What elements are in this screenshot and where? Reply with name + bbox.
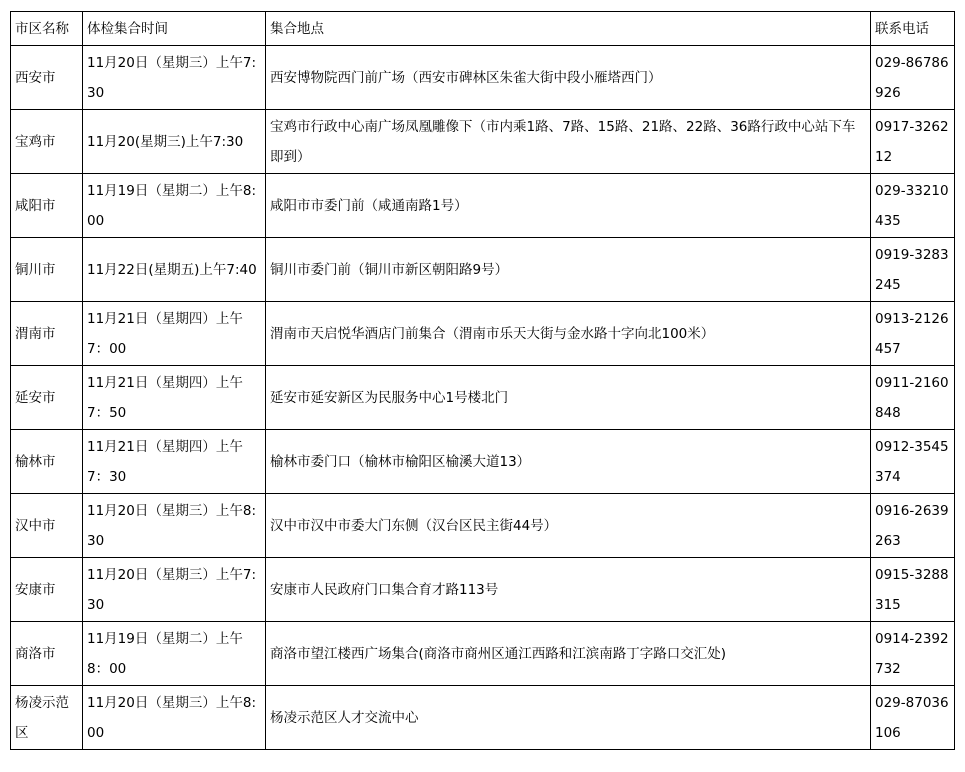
city-cell: 宝鸡市 — [11, 110, 83, 174]
phone-cell: 0919-3283245 — [871, 238, 955, 302]
place-cell: 商洛市望江楼西广场集合(商洛市商州区通江西路和江滨南路丁字路口交汇处) — [266, 622, 871, 686]
time-cell: 11月20日（星期三）上午7:30 — [83, 46, 266, 110]
time-cell: 11月19日（星期二）上午8:00 — [83, 174, 266, 238]
city-cell: 西安市 — [11, 46, 83, 110]
table-row — [11, 494, 955, 558]
city-cell: 延安市 — [11, 366, 83, 430]
phone-cell: 0915-3288315 — [871, 558, 955, 622]
time-cell: 11月22日(星期五)上午7:40 — [83, 238, 266, 302]
place-cell: 铜川市委门前（铜川市新区朝阳路9号） — [266, 238, 871, 302]
table-row — [11, 558, 955, 622]
phone-cell: 0912-3545374 — [871, 430, 955, 494]
phone-cell: 0911-2160848 — [871, 366, 955, 430]
table-body — [11, 12, 955, 750]
exam-schedule-table — [10, 11, 955, 750]
table-row — [11, 622, 955, 686]
city-cell: 咸阳市 — [11, 174, 83, 238]
city-cell: 渭南市 — [11, 302, 83, 366]
city-cell: 安康市 — [11, 558, 83, 622]
city-cell: 榆林市 — [11, 430, 83, 494]
time-cell: 11月19日（星期二）上午8：00 — [83, 622, 266, 686]
table-row — [11, 174, 955, 238]
city-cell: 商洛市 — [11, 622, 83, 686]
city-cell: 铜川市 — [11, 238, 83, 302]
place-cell: 延安市延安新区为民服务中心1号楼北门 — [266, 366, 871, 430]
header-time: 体检集合时间 — [83, 12, 266, 46]
place-cell: 安康市人民政府门口集合育才路113号 — [266, 558, 871, 622]
table-row — [11, 430, 955, 494]
time-cell: 11月20日（星期三）上午8:00 — [83, 686, 266, 750]
place-cell: 榆林市委门口（榆林市榆阳区榆溪大道13） — [266, 430, 871, 494]
table-row — [11, 46, 955, 110]
place-cell: 渭南市天启悦华酒店门前集合（渭南市乐天大街与金水路十字向北100米） — [266, 302, 871, 366]
header-place: 集合地点 — [266, 12, 871, 46]
time-cell: 11月21日（星期四）上午7：50 — [83, 366, 266, 430]
table-row — [11, 238, 955, 302]
header-phone: 联系电话 — [871, 12, 955, 46]
time-cell: 11月20(星期三)上午7:30 — [83, 110, 266, 174]
phone-cell: 029-87036106 — [871, 686, 955, 750]
time-cell: 11月20日（星期三）上午7:30 — [83, 558, 266, 622]
phone-cell: 0917-326212 — [871, 110, 955, 174]
place-cell: 杨凌示范区人才交流中心 — [266, 686, 871, 750]
phone-cell: 0913-2126457 — [871, 302, 955, 366]
time-cell: 11月21日（星期四）上午7：00 — [83, 302, 266, 366]
phone-cell: 029-86786926 — [871, 46, 955, 110]
place-cell: 宝鸡市行政中心南广场凤凰雕像下（市内乘1路、7路、15路、21路、22路、36路行政中心站下车即到） — [266, 110, 871, 174]
city-cell: 杨凌示范区 — [11, 686, 83, 750]
table-row — [11, 302, 955, 366]
phone-cell: 0914-2392732 — [871, 622, 955, 686]
table-row — [11, 110, 955, 174]
place-cell: 西安博物院西门前广场（西安市碑林区朱雀大街中段小雁塔西门） — [266, 46, 871, 110]
table-row — [11, 366, 955, 430]
time-cell: 11月21日（星期四）上午7：30 — [83, 430, 266, 494]
table-row — [11, 686, 955, 750]
header-city: 市区名称 — [11, 12, 83, 46]
place-cell: 咸阳市市委门前（咸通南路1号） — [266, 174, 871, 238]
table-header-row — [11, 12, 955, 46]
city-cell: 汉中市 — [11, 494, 83, 558]
time-cell: 11月20日（星期三）上午8:30 — [83, 494, 266, 558]
place-cell: 汉中市汉中市委大门东侧（汉台区民主街44号） — [266, 494, 871, 558]
phone-cell: 029-33210435 — [871, 174, 955, 238]
phone-cell: 0916-2639263 — [871, 494, 955, 558]
